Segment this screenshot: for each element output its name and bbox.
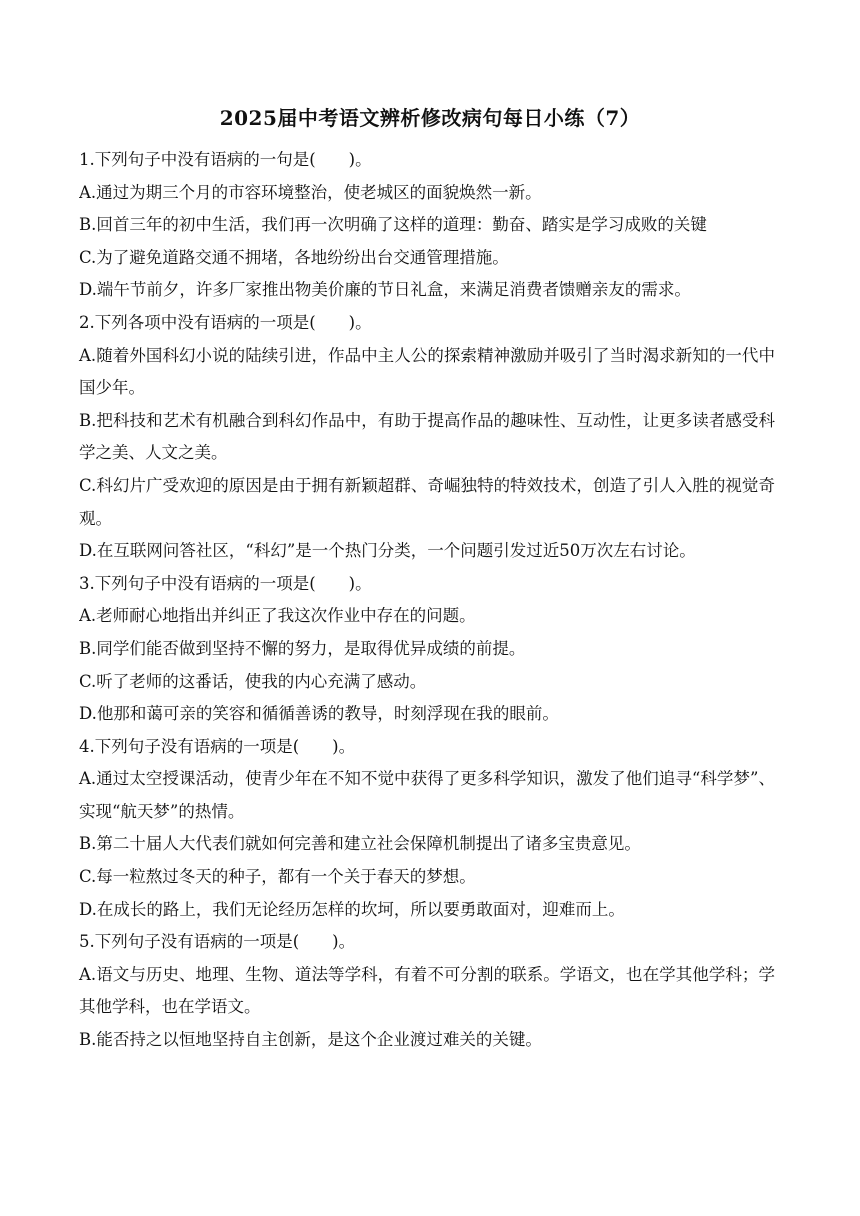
option-a: A.老师耐心地指出并纠正了我这次作业中存在的问题。 (79, 606, 476, 626)
question-stem: 4.下列句子没有语病的一项是( )。 (79, 736, 356, 756)
option-b: B.第二十届人大代表们就如何完善和建立社会保障机制提出了诸多宝贵意见。 (79, 834, 641, 854)
option-a: A.语文与历史、地理、生物、道法等学科，有着不可分割的联系。学语文，也在学其他学科；学其他学科，也在学语文。 (79, 964, 775, 1017)
option-b: B.同学们能否做到坚持不懈的努力，是取得优异成绩的前提。 (79, 638, 526, 658)
document-title: 2025届中考语文辨析修改病句每日小练（7） (219, 106, 641, 130)
question-3 (79, 568, 775, 731)
question-stem: 3.下列句子中没有语病的一项是( )。 (79, 573, 372, 593)
option-d: D.在成长的路上，我们无论经历怎样的坎坷，所以要勇敢面对，迎难而上。 (79, 899, 625, 919)
option-c: C.听了老师的这番话，使我的内心充满了感动。 (79, 671, 427, 691)
question-5 (79, 926, 775, 1056)
option-d: D.端午节前夕，许多厂家推出物美价廉的节日礼盒，来满足消费者馈赠亲友的需求。 (79, 280, 691, 300)
option-d: D.他那和蔼可亲的笑容和循循善诱的教导，时刻浮现在我的眼前。 (79, 704, 559, 724)
option-c: C.科幻片广受欢迎的原因是由于拥有新颖超群、奇崛独特的特效技术，创造了引人入胜的视觉奇观。 (79, 475, 775, 528)
option-b: B.能否持之以恒地坚持自主创新，是这个企业渡过难关的关键。 (79, 1030, 542, 1050)
option-c: C.为了避免道路交通不拥堵，各地纷纷出台交通管理措施。 (79, 247, 509, 267)
option-c: C.每一粒熬过冬天的种子，都有一个关于春天的梦想。 (79, 867, 476, 887)
option-a: A.通过为期三个月的市容环境整治，使老城区的面貌焕然一新。 (79, 182, 542, 202)
option-a: A.随着外国科幻小说的陆续引进，作品中主人公的探索精神激励并吸引了当时渴求新知的一代中国少年。 (79, 345, 775, 398)
question-stem: 1.下列句子中没有语病的一句是( )。 (79, 150, 372, 169)
question-stem: 2.下列各项中没有语病的一项是( )。 (79, 312, 372, 332)
document-body (79, 144, 775, 1057)
question-1 (79, 144, 775, 307)
question-stem: 5.下列句子没有语病的一项是( )。 (79, 932, 356, 952)
option-d: D.在互联网问答社区，“科幻”是一个热门分类，一个问题引发过近50万次左右讨论。 (79, 541, 696, 561)
option-b: B.把科技和艺术有机融合到科幻作品中，有助于提高作品的趣味性、互动性，让更多读者感受科学之美、人文之美。 (79, 410, 775, 463)
question-2 (79, 307, 775, 568)
option-a: A.通过太空授课活动，使青少年在不知不觉中获得了更多科学知识，激发了他们追寻“科学梦”、实现“航天梦”的热情。 (79, 769, 775, 821)
question-4 (79, 731, 775, 927)
option-b: B.回首三年的初中生活，我们再一次明确了这样的道理：勤奋、踏实是学习成败的关键 (79, 215, 707, 235)
